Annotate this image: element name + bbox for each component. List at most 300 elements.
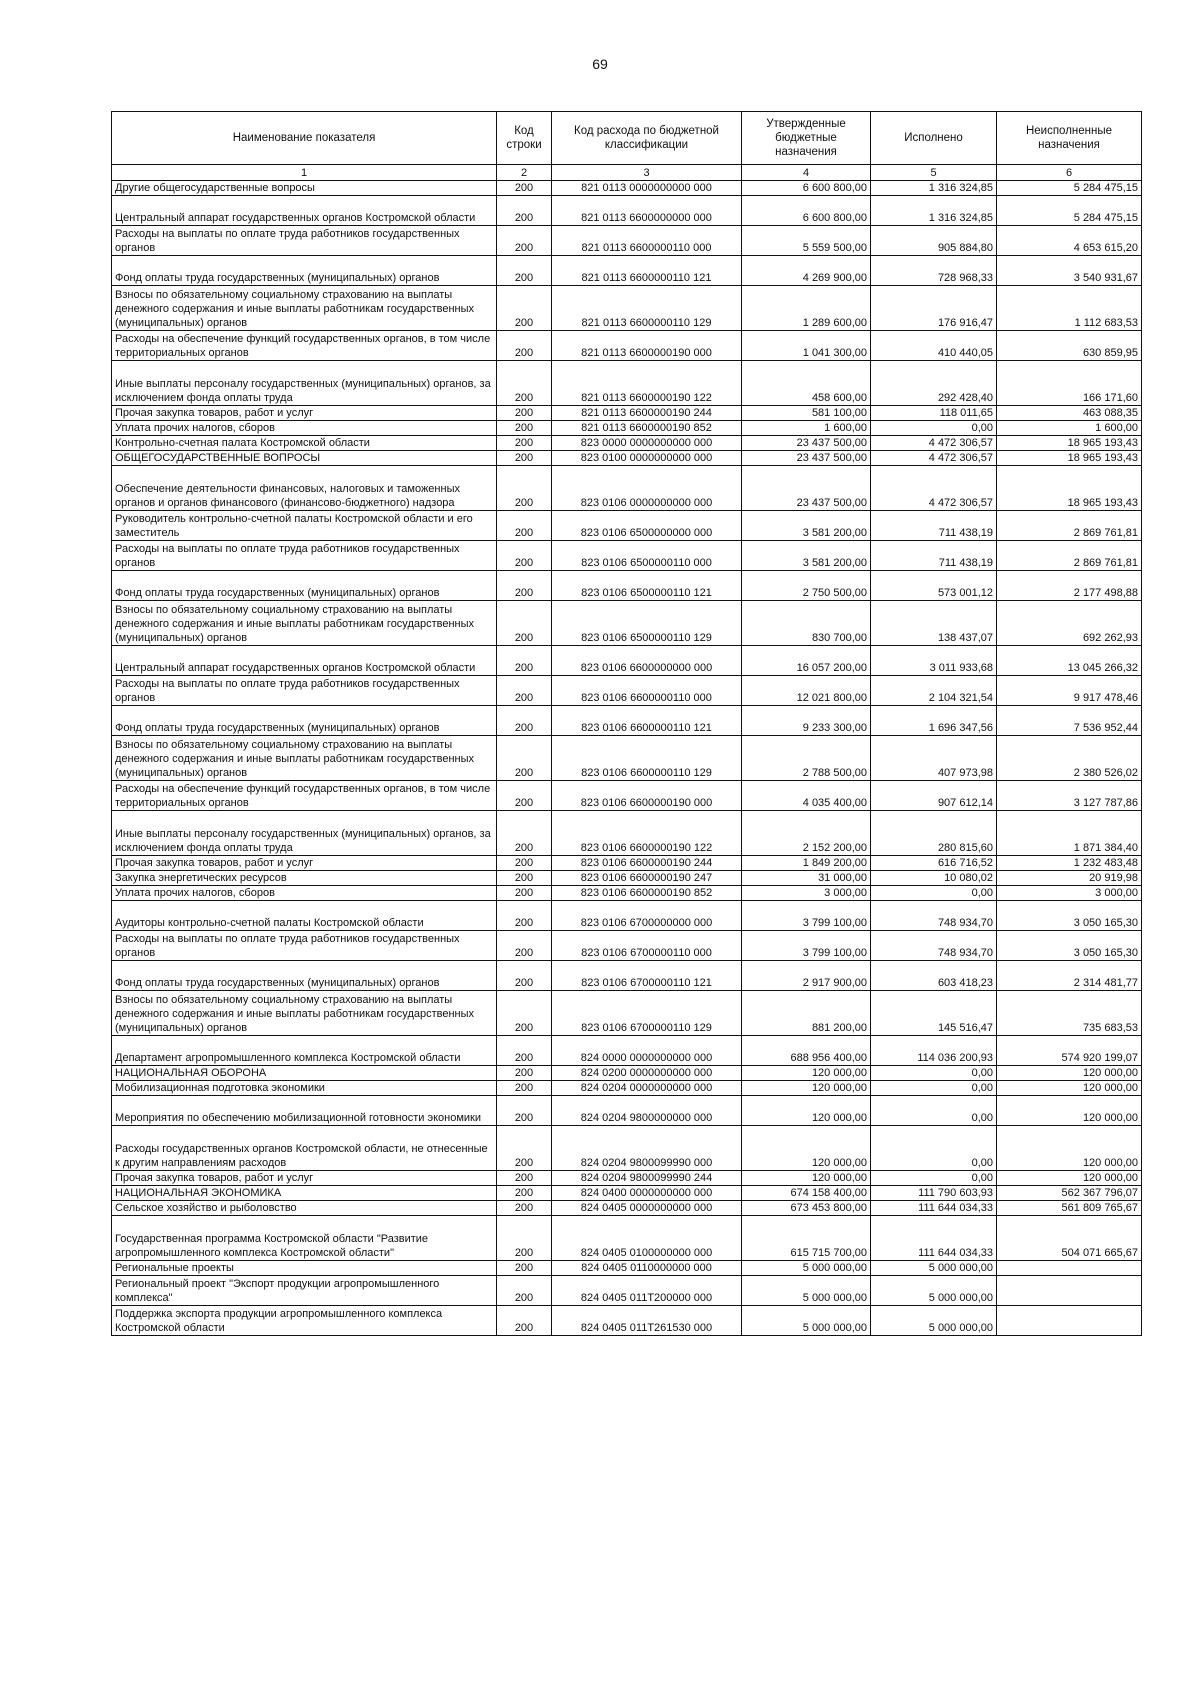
row-unexecuted: 120 000,00 [997, 1126, 1142, 1171]
row-approved: 688 956 400,00 [742, 1036, 871, 1066]
table-row [112, 931, 1142, 961]
table-row [112, 1186, 1142, 1201]
row-approved: 615 715 700,00 [742, 1216, 871, 1261]
row-budget-code: 821 0113 6600000190 244 [552, 406, 742, 421]
row-line-code: 200 [497, 421, 552, 436]
row-approved: 9 233 300,00 [742, 706, 871, 736]
header-budget-code: Код расхода по бюджетной классификации [552, 112, 742, 165]
row-line-code: 200 [497, 1096, 552, 1126]
table-row [112, 1066, 1142, 1081]
row-budget-code: 824 0000 0000000000 000 [552, 1036, 742, 1066]
column-number: 1 [112, 165, 497, 181]
row-name: Другие общегосударственные вопросы [112, 181, 497, 196]
row-executed: 616 716,52 [871, 856, 997, 871]
table-row [112, 676, 1142, 706]
row-executed: 138 437,07 [871, 601, 997, 646]
row-budget-code: 823 0106 6600000000 000 [552, 646, 742, 676]
row-line-code: 200 [497, 466, 552, 511]
row-budget-code: 824 0405 011Т261530 000 [552, 1306, 742, 1336]
row-approved: 4 035 400,00 [742, 781, 871, 811]
row-line-code: 200 [497, 1201, 552, 1216]
row-unexecuted: 2 380 526,02 [997, 736, 1142, 781]
row-line-code: 200 [497, 571, 552, 601]
row-unexecuted: 2 314 481,77 [997, 961, 1142, 991]
row-budget-code: 823 0106 0000000000 000 [552, 466, 742, 511]
row-name: ОБЩЕГОСУДАРСТВЕННЫЕ ВОПРОСЫ [112, 451, 497, 466]
table-row [112, 901, 1142, 931]
row-line-code: 200 [497, 181, 552, 196]
row-line-code: 200 [497, 886, 552, 901]
row-name: Прочая закупка товаров, работ и услуг [112, 406, 497, 421]
row-line-code: 200 [497, 331, 552, 361]
table-row [112, 1261, 1142, 1276]
row-unexecuted: 3 000,00 [997, 886, 1142, 901]
row-budget-code: 824 0204 0000000000 000 [552, 1081, 742, 1096]
row-executed: 114 036 200,93 [871, 1036, 997, 1066]
row-budget-code: 823 0000 0000000000 000 [552, 436, 742, 451]
table-row [112, 451, 1142, 466]
row-budget-code: 823 0106 6600000110 129 [552, 736, 742, 781]
row-name: Расходы на выплаты по оплате труда работников государственных органов [112, 226, 497, 256]
row-unexecuted: 735 683,53 [997, 991, 1142, 1036]
row-approved: 12 021 800,00 [742, 676, 871, 706]
row-unexecuted: 166 171,60 [997, 361, 1142, 406]
row-budget-code: 823 0106 6600000190 852 [552, 886, 742, 901]
table-row [112, 436, 1142, 451]
row-executed: 907 612,14 [871, 781, 997, 811]
table-row [112, 421, 1142, 436]
row-unexecuted: 561 809 765,67 [997, 1201, 1142, 1216]
row-unexecuted: 18 965 193,43 [997, 466, 1142, 511]
row-executed: 145 516,47 [871, 991, 997, 1036]
row-name: Уплата прочих налогов, сборов [112, 421, 497, 436]
row-unexecuted: 562 367 796,07 [997, 1186, 1142, 1201]
row-executed: 2 104 321,54 [871, 676, 997, 706]
row-approved: 3 000,00 [742, 886, 871, 901]
row-budget-code: 823 0106 6600000190 244 [552, 856, 742, 871]
row-unexecuted: 2 177 498,88 [997, 571, 1142, 601]
row-budget-code: 823 0106 6500000110 121 [552, 571, 742, 601]
row-unexecuted: 1 232 483,48 [997, 856, 1142, 871]
row-unexecuted: 18 965 193,43 [997, 436, 1142, 451]
row-approved: 3 799 100,00 [742, 931, 871, 961]
row-approved: 23 437 500,00 [742, 436, 871, 451]
row-approved: 2 152 200,00 [742, 811, 871, 856]
row-approved: 5 000 000,00 [742, 1276, 871, 1306]
row-executed: 5 000 000,00 [871, 1306, 997, 1336]
row-budget-code: 823 0106 6700000000 000 [552, 901, 742, 931]
row-executed: 4 472 306,57 [871, 466, 997, 511]
row-approved: 2 750 500,00 [742, 571, 871, 601]
row-executed: 111 644 034,33 [871, 1216, 997, 1261]
table-row [112, 226, 1142, 256]
row-executed: 111 790 603,93 [871, 1186, 997, 1201]
table-row [112, 856, 1142, 871]
row-line-code: 200 [497, 931, 552, 961]
table-row [112, 541, 1142, 571]
row-approved: 830 700,00 [742, 601, 871, 646]
table-row [112, 1126, 1142, 1171]
table-row [112, 406, 1142, 421]
row-unexecuted: 3 050 165,30 [997, 931, 1142, 961]
row-name: Государственная программа Костромской области "Развитие агропромышленного комплекса Костромской области" [112, 1216, 497, 1261]
row-name: Взносы по обязательному социальному страхованию на выплаты денежного содержания и иные выплаты работникам государственных (муниципальных) органов [112, 601, 497, 646]
row-executed: 0,00 [871, 1081, 997, 1096]
row-line-code: 200 [497, 286, 552, 331]
row-name: Расходы на обеспечение функций государственных органов, в том числе территориальных органов [112, 331, 497, 361]
row-line-code: 200 [497, 451, 552, 466]
row-line-code: 200 [497, 1216, 552, 1261]
row-executed: 292 428,40 [871, 361, 997, 406]
page-number: 69 [592, 56, 608, 72]
row-name: Фонд оплаты труда государственных (муниципальных) органов [112, 961, 497, 991]
table-row [112, 511, 1142, 541]
row-approved: 2 917 900,00 [742, 961, 871, 991]
row-unexecuted: 574 920 199,07 [997, 1036, 1142, 1066]
table-row [112, 361, 1142, 406]
row-approved: 3 799 100,00 [742, 901, 871, 931]
row-name: Расходы на выплаты по оплате труда работников государственных органов [112, 541, 497, 571]
row-budget-code: 821 0113 6600000190 000 [552, 331, 742, 361]
row-budget-code: 824 0204 9800099990 000 [552, 1126, 742, 1171]
row-executed: 1 696 347,56 [871, 706, 997, 736]
row-line-code: 200 [497, 361, 552, 406]
row-executed: 0,00 [871, 1171, 997, 1186]
row-unexecuted: 120 000,00 [997, 1066, 1142, 1081]
table-row [112, 196, 1142, 226]
table-row [112, 961, 1142, 991]
row-budget-code: 821 0113 6600000110 129 [552, 286, 742, 331]
row-budget-code: 823 0106 6500000000 000 [552, 511, 742, 541]
row-line-code: 200 [497, 1276, 552, 1306]
table-row [112, 736, 1142, 781]
header-approved: Утвержденные бюджетные назначения [742, 112, 871, 165]
row-approved: 23 437 500,00 [742, 451, 871, 466]
row-executed: 1 316 324,85 [871, 196, 997, 226]
row-budget-code: 824 0400 0000000000 000 [552, 1186, 742, 1201]
row-executed: 5 000 000,00 [871, 1276, 997, 1306]
row-executed: 0,00 [871, 886, 997, 901]
row-name: Прочая закупка товаров, работ и услуг [112, 1171, 497, 1186]
row-unexecuted: 504 071 665,67 [997, 1216, 1142, 1261]
row-approved: 1 041 300,00 [742, 331, 871, 361]
header-row [112, 112, 1142, 165]
row-executed: 5 000 000,00 [871, 1261, 997, 1276]
row-line-code: 200 [497, 736, 552, 781]
row-budget-code: 823 0106 6500000110 129 [552, 601, 742, 646]
row-name: Контрольно-счетная палата Костромской области [112, 436, 497, 451]
row-unexecuted: 5 284 475,15 [997, 181, 1142, 196]
row-unexecuted: 9 917 478,46 [997, 676, 1142, 706]
row-executed: 410 440,05 [871, 331, 997, 361]
table-row [112, 706, 1142, 736]
row-unexecuted: 1 871 384,40 [997, 811, 1142, 856]
row-executed: 280 815,60 [871, 811, 997, 856]
row-name: НАЦИОНАЛЬНАЯ ЭКОНОМИКА [112, 1186, 497, 1201]
row-name: Расходы на выплаты по оплате труда работников государственных органов [112, 931, 497, 961]
row-executed: 0,00 [871, 1126, 997, 1171]
row-line-code: 200 [497, 196, 552, 226]
row-line-code: 200 [497, 1306, 552, 1336]
row-line-code: 200 [497, 1066, 552, 1081]
row-approved: 120 000,00 [742, 1066, 871, 1081]
row-unexecuted: 7 536 952,44 [997, 706, 1142, 736]
table-row [112, 781, 1142, 811]
row-budget-code: 823 0106 6600000110 000 [552, 676, 742, 706]
header-unexecuted: Неисполненные назначения [997, 112, 1142, 165]
budget-execution-table [111, 111, 1142, 1336]
row-budget-code: 824 0405 0000000000 000 [552, 1201, 742, 1216]
row-executed: 728 968,33 [871, 256, 997, 286]
row-name: Руководитель контрольно-счетной палаты Костромской области и его заместитель [112, 511, 497, 541]
column-number: 6 [997, 165, 1142, 181]
table-row [112, 1216, 1142, 1261]
row-line-code: 200 [497, 901, 552, 931]
row-line-code: 200 [497, 811, 552, 856]
row-approved: 31 000,00 [742, 871, 871, 886]
row-name: Центральный аппарат государственных органов Костромской области [112, 646, 497, 676]
table-row [112, 571, 1142, 601]
row-budget-code: 824 0200 0000000000 000 [552, 1066, 742, 1081]
row-line-code: 200 [497, 676, 552, 706]
row-unexecuted: 120 000,00 [997, 1081, 1142, 1096]
row-unexecuted [997, 1276, 1142, 1306]
row-executed: 711 438,19 [871, 511, 997, 541]
row-approved: 5 000 000,00 [742, 1261, 871, 1276]
row-approved: 1 289 600,00 [742, 286, 871, 331]
row-approved: 3 581 200,00 [742, 541, 871, 571]
row-line-code: 200 [497, 601, 552, 646]
row-executed: 4 472 306,57 [871, 436, 997, 451]
row-unexecuted: 630 859,95 [997, 331, 1142, 361]
header-line-code: Код строки [497, 112, 552, 165]
column-number: 3 [552, 165, 742, 181]
row-approved: 23 437 500,00 [742, 466, 871, 511]
row-approved: 881 200,00 [742, 991, 871, 1036]
row-executed: 603 418,23 [871, 961, 997, 991]
row-name: Иные выплаты персоналу государственных (муниципальных) органов, за исключением фонда оплаты труда [112, 811, 497, 856]
column-number-row [112, 165, 1142, 181]
row-budget-code: 823 0106 6500000110 000 [552, 541, 742, 571]
table-row [112, 811, 1142, 856]
row-budget-code: 823 0106 6600000190 122 [552, 811, 742, 856]
row-unexecuted [997, 1306, 1142, 1336]
row-line-code: 200 [497, 541, 552, 571]
row-line-code: 200 [497, 511, 552, 541]
row-unexecuted: 1 600,00 [997, 421, 1142, 436]
row-line-code: 200 [497, 646, 552, 676]
row-name: Сельское хозяйство и рыболовство [112, 1201, 497, 1216]
row-unexecuted: 120 000,00 [997, 1096, 1142, 1126]
row-unexecuted: 692 262,93 [997, 601, 1142, 646]
table-row [112, 1096, 1142, 1126]
row-name: Региональные проекты [112, 1261, 497, 1276]
row-unexecuted: 13 045 266,32 [997, 646, 1142, 676]
row-line-code: 200 [497, 256, 552, 286]
table-row [112, 1036, 1142, 1066]
table-row [112, 1081, 1142, 1096]
row-budget-code: 824 0204 9800099990 244 [552, 1171, 742, 1186]
row-unexecuted: 463 088,35 [997, 406, 1142, 421]
row-line-code: 200 [497, 1126, 552, 1171]
row-executed: 573 001,12 [871, 571, 997, 601]
row-line-code: 200 [497, 991, 552, 1036]
row-line-code: 200 [497, 226, 552, 256]
table-row [112, 1276, 1142, 1306]
table-row [112, 331, 1142, 361]
row-approved: 120 000,00 [742, 1126, 871, 1171]
row-approved: 6 600 800,00 [742, 181, 871, 196]
row-line-code: 200 [497, 871, 552, 886]
row-unexecuted: 2 869 761,81 [997, 511, 1142, 541]
row-approved: 120 000,00 [742, 1096, 871, 1126]
row-budget-code: 823 0106 6600000190 247 [552, 871, 742, 886]
row-approved: 674 158 400,00 [742, 1186, 871, 1201]
header-indicator-name: Наименование показателя [112, 112, 497, 165]
row-executed: 4 472 306,57 [871, 451, 997, 466]
row-budget-code: 824 0204 9800000000 000 [552, 1096, 742, 1126]
row-budget-code: 823 0106 6600000190 000 [552, 781, 742, 811]
row-approved: 16 057 200,00 [742, 646, 871, 676]
row-budget-code: 824 0405 011Т200000 000 [552, 1276, 742, 1306]
row-approved: 1 600,00 [742, 421, 871, 436]
row-executed: 1 316 324,85 [871, 181, 997, 196]
row-budget-code: 823 0106 6700000110 000 [552, 931, 742, 961]
row-line-code: 200 [497, 1171, 552, 1186]
row-executed: 118 011,65 [871, 406, 997, 421]
table-row [112, 1201, 1142, 1216]
row-line-code: 200 [497, 1261, 552, 1276]
row-name: Уплата прочих налогов, сборов [112, 886, 497, 901]
row-budget-code: 823 0106 6700000110 121 [552, 961, 742, 991]
row-approved: 581 100,00 [742, 406, 871, 421]
row-approved: 3 581 200,00 [742, 511, 871, 541]
row-name: Фонд оплаты труда государственных (муниципальных) органов [112, 706, 497, 736]
row-approved: 1 849 200,00 [742, 856, 871, 871]
table-row [112, 286, 1142, 331]
row-name: Мобилизационная подготовка экономики [112, 1081, 497, 1096]
row-line-code: 200 [497, 1036, 552, 1066]
row-name: Поддержка экспорта продукции агропромышленного комплекса Костромской области [112, 1306, 497, 1336]
row-unexecuted: 20 919,98 [997, 871, 1142, 886]
row-name: Расходы государственных органов Костромской области, не отнесенные к другим направлениям расходов [112, 1126, 497, 1171]
row-approved: 6 600 800,00 [742, 196, 871, 226]
row-budget-code: 821 0113 6600000190 122 [552, 361, 742, 406]
row-approved: 120 000,00 [742, 1081, 871, 1096]
row-name: Расходы на обеспечение функций государственных органов, в том числе территориальных органов [112, 781, 497, 811]
row-executed: 748 934,70 [871, 931, 997, 961]
row-name: Аудиторы контрольно-счетной палаты Костромской области [112, 901, 497, 931]
row-budget-code: 821 0113 6600000000 000 [552, 196, 742, 226]
row-executed: 111 644 034,33 [871, 1201, 997, 1216]
row-unexecuted: 18 965 193,43 [997, 451, 1142, 466]
table-body [112, 181, 1142, 1336]
column-number: 5 [871, 165, 997, 181]
row-approved: 673 453 800,00 [742, 1201, 871, 1216]
row-executed: 407 973,98 [871, 736, 997, 781]
table-row [112, 601, 1142, 646]
table-row [112, 256, 1142, 286]
row-name: Взносы по обязательному социальному страхованию на выплаты денежного содержания и иные выплаты работникам государственных (муниципальных) органов [112, 991, 497, 1036]
row-name: Прочая закупка товаров, работ и услуг [112, 856, 497, 871]
row-approved: 120 000,00 [742, 1171, 871, 1186]
row-executed: 748 934,70 [871, 901, 997, 931]
row-line-code: 200 [497, 1081, 552, 1096]
table-row [112, 1171, 1142, 1186]
table-row [112, 1306, 1142, 1336]
row-executed: 0,00 [871, 1096, 997, 1126]
table-row [112, 991, 1142, 1036]
row-name: Департамент агропромышленного комплекса Костромской области [112, 1036, 497, 1066]
row-executed: 0,00 [871, 1066, 997, 1081]
row-executed: 905 884,80 [871, 226, 997, 256]
row-name: Взносы по обязательному социальному страхованию на выплаты денежного содержания и иные выплаты работникам государственных (муниципальных) органов [112, 736, 497, 781]
table-row [112, 181, 1142, 196]
row-approved: 458 600,00 [742, 361, 871, 406]
row-name: Взносы по обязательному социальному страхованию на выплаты денежного содержания и иные выплаты работникам государственных (муниципальных) органов [112, 286, 497, 331]
row-unexecuted: 2 869 761,81 [997, 541, 1142, 571]
row-approved: 5 000 000,00 [742, 1306, 871, 1336]
row-approved: 2 788 500,00 [742, 736, 871, 781]
row-line-code: 200 [497, 706, 552, 736]
row-executed: 10 080,02 [871, 871, 997, 886]
row-unexecuted: 120 000,00 [997, 1171, 1142, 1186]
row-unexecuted: 4 653 615,20 [997, 226, 1142, 256]
row-name: Расходы на выплаты по оплате труда работников государственных органов [112, 676, 497, 706]
row-budget-code: 823 0106 6600000110 121 [552, 706, 742, 736]
row-budget-code: 824 0405 0100000000 000 [552, 1216, 742, 1261]
row-budget-code: 824 0405 0110000000 000 [552, 1261, 742, 1276]
row-approved: 5 559 500,00 [742, 226, 871, 256]
row-budget-code: 823 0106 6700000110 129 [552, 991, 742, 1036]
row-unexecuted: 3 127 787,86 [997, 781, 1142, 811]
column-number: 2 [497, 165, 552, 181]
row-line-code: 200 [497, 406, 552, 421]
table-row [112, 646, 1142, 676]
row-name: Мероприятия по обеспечению мобилизационной готовности экономики [112, 1096, 497, 1126]
row-budget-code: 821 0113 0000000000 000 [552, 181, 742, 196]
row-name: Фонд оплаты труда государственных (муниципальных) органов [112, 571, 497, 601]
row-budget-code: 821 0113 6600000190 852 [552, 421, 742, 436]
row-unexecuted [997, 1261, 1142, 1276]
row-line-code: 200 [497, 856, 552, 871]
row-approved: 4 269 900,00 [742, 256, 871, 286]
row-name: Центральный аппарат государственных органов Костромской области [112, 196, 497, 226]
row-line-code: 200 [497, 961, 552, 991]
row-name: Региональный проект "Экспорт продукции агропромышленного комплекса" [112, 1276, 497, 1306]
row-unexecuted: 1 112 683,53 [997, 286, 1142, 331]
table-row [112, 886, 1142, 901]
row-name: Обеспечение деятельности финансовых, налоговых и таможенных органов и органов финансового (финансово-бюджетного) надзора [112, 466, 497, 511]
row-executed: 3 011 933,68 [871, 646, 997, 676]
row-line-code: 200 [497, 1186, 552, 1201]
row-line-code: 200 [497, 436, 552, 451]
row-budget-code: 823 0100 0000000000 000 [552, 451, 742, 466]
row-unexecuted: 3 050 165,30 [997, 901, 1142, 931]
row-budget-code: 821 0113 6600000110 000 [552, 226, 742, 256]
header-executed: Исполнено [871, 112, 997, 165]
row-name: Иные выплаты персоналу государственных (муниципальных) органов, за исключением фонда оплаты труда [112, 361, 497, 406]
row-name: Закупка энергетических ресурсов [112, 871, 497, 886]
row-line-code: 200 [497, 781, 552, 811]
row-budget-code: 821 0113 6600000110 121 [552, 256, 742, 286]
row-executed: 0,00 [871, 421, 997, 436]
row-unexecuted: 5 284 475,15 [997, 196, 1142, 226]
table-row [112, 466, 1142, 511]
table-row [112, 871, 1142, 886]
row-executed: 176 916,47 [871, 286, 997, 331]
row-executed: 711 438,19 [871, 541, 997, 571]
